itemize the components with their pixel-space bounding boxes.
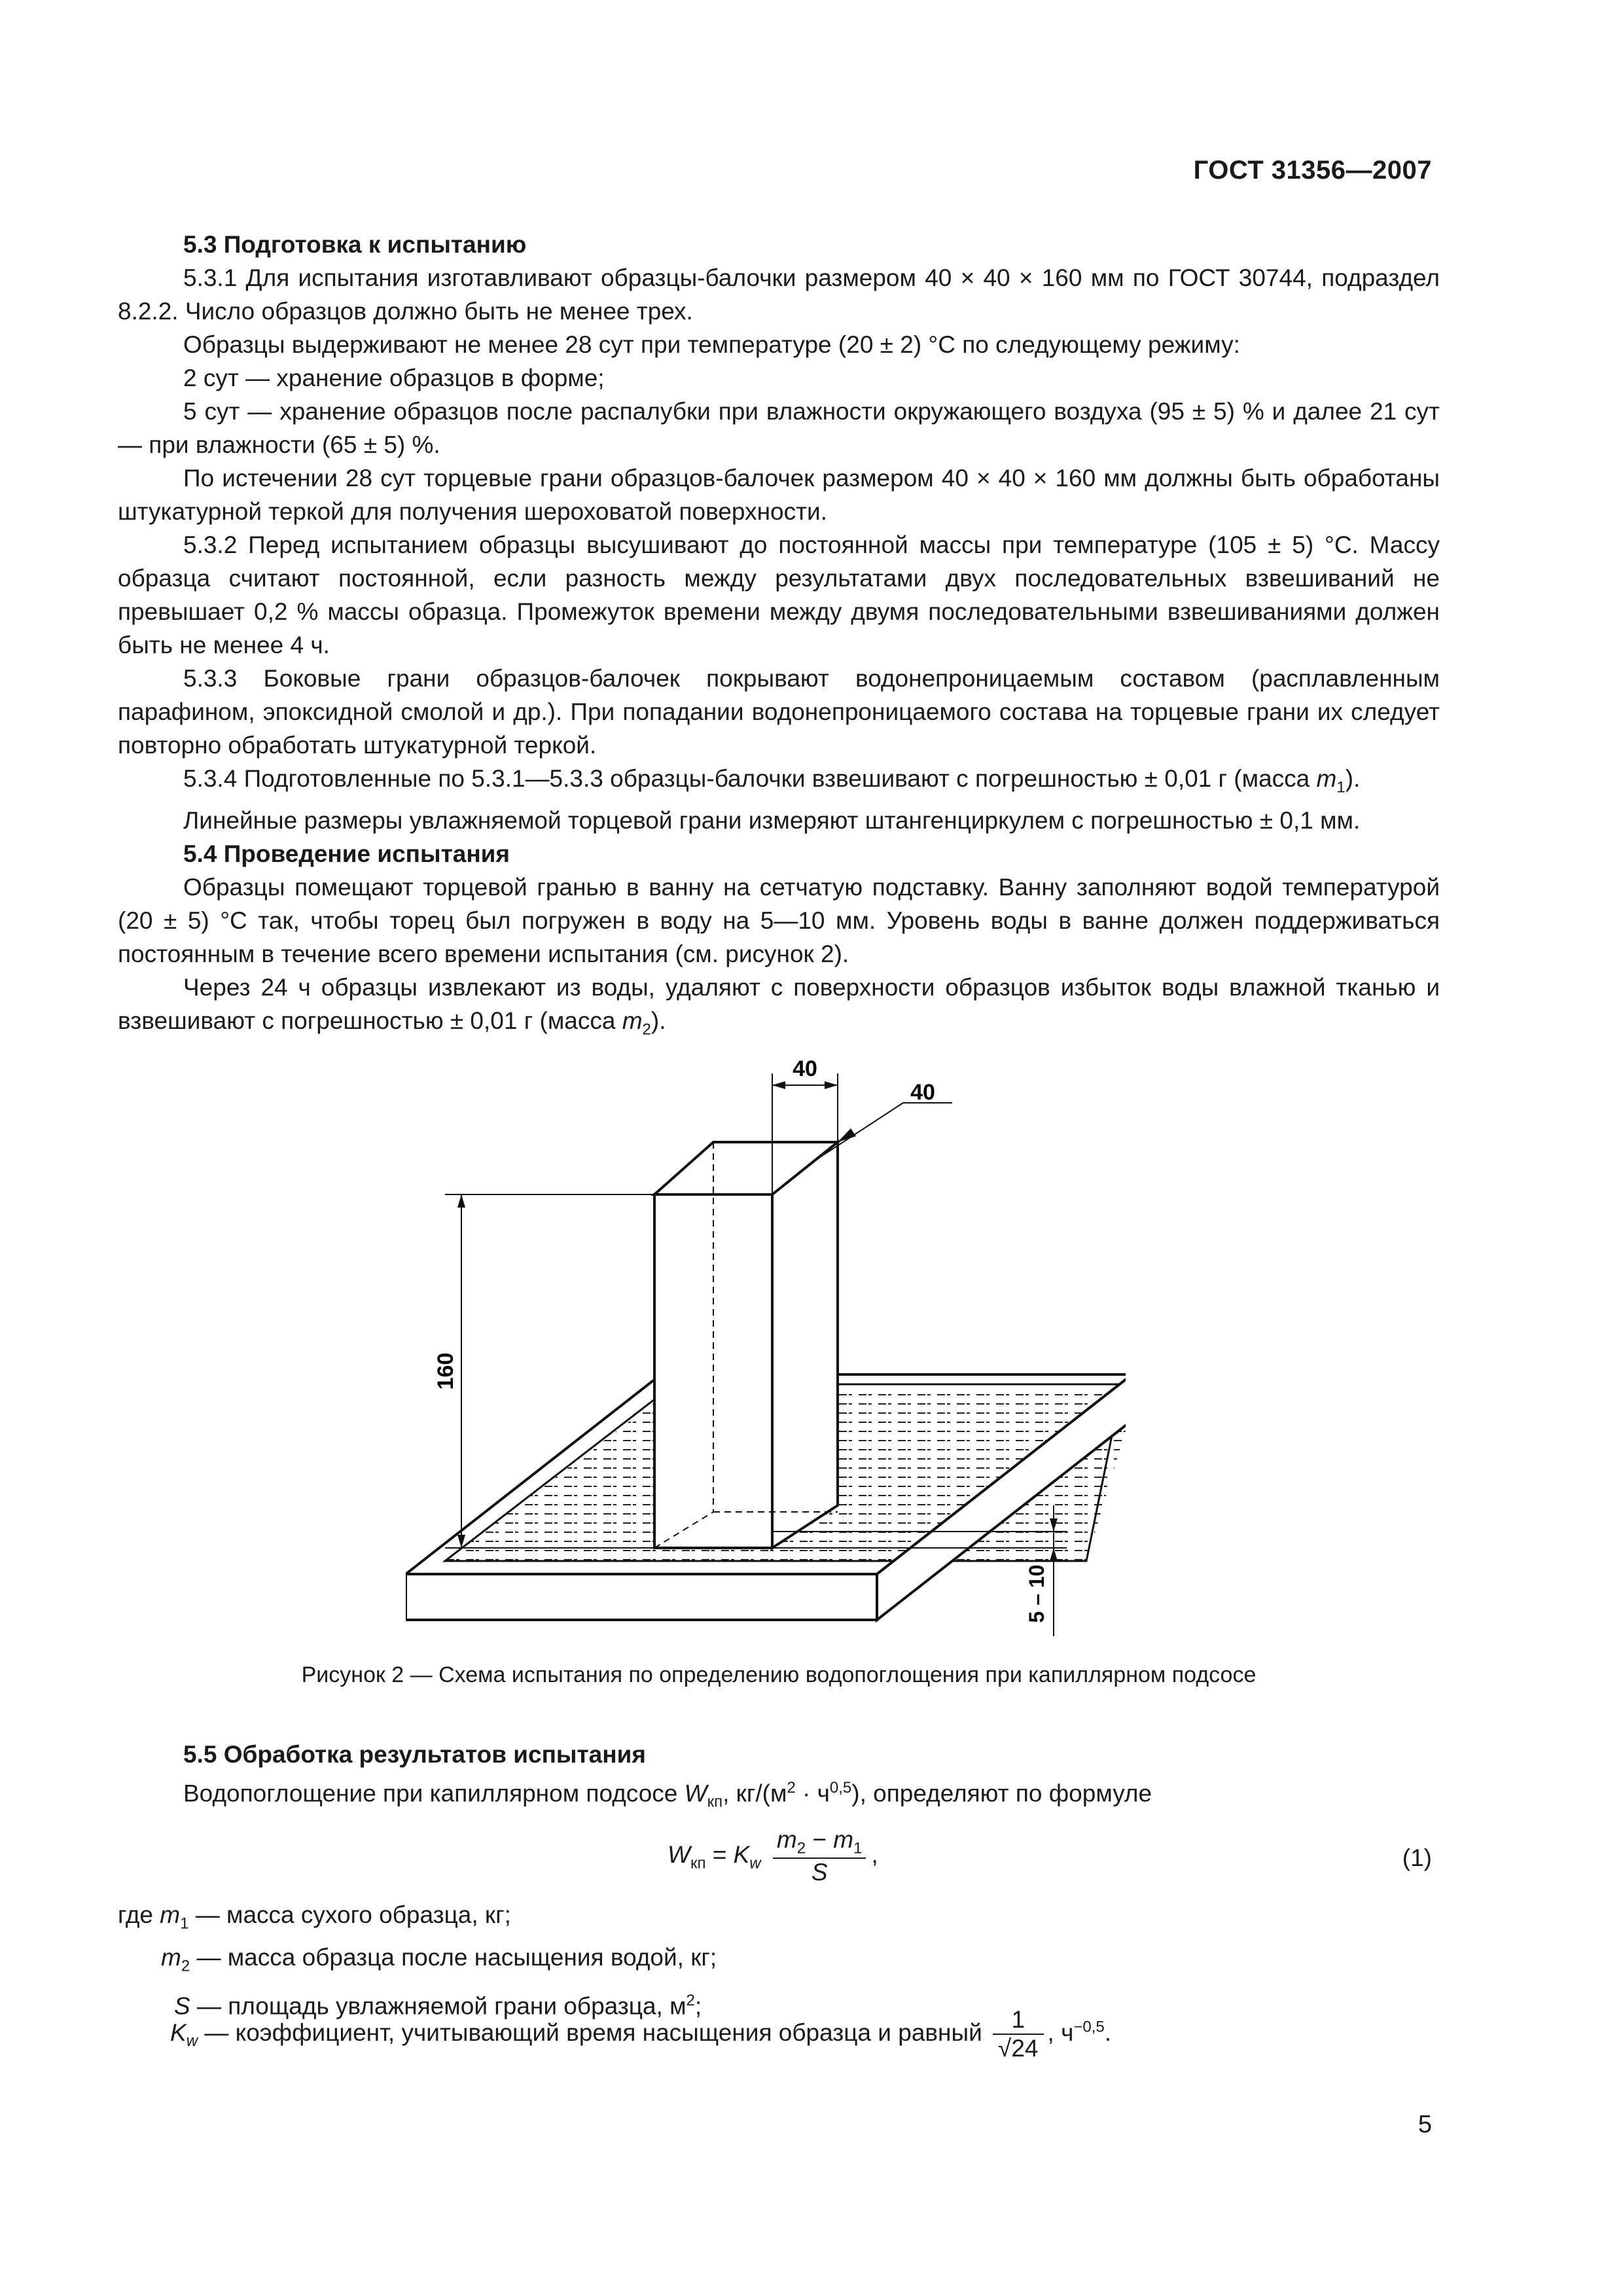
specimen-side-face bbox=[772, 1142, 838, 1548]
definition-m2: $m_2$ — масса образца после насыщения водой, кг; bbox=[161, 1944, 717, 1975]
depth-dimension-label: 40 bbox=[910, 1080, 935, 1105]
paragraph-5-4-placement: Образцы помещают торцевой гранью в ванну на сетчатую подставку. Ванну заполняют водой температурой (20 ± 5) °С так, чтобы торец был погружен в воду на 5—10 мм. Уровень воды в ванне должен поддерживаться постоянным в течение всего времени испытания (см. рисунок 2). bbox=[118, 874, 1440, 968]
paragraph-5-4-weighing: Через 24 ч образцы извлекают из воды, удаляют с поверхности образцов избыток воды влажной тканью и взвешивают с погрешностью ± 0,01 г (масса $m_2$). bbox=[118, 974, 1440, 1039]
paragraph-2-days: 2 сут — хранение образцов в форме; bbox=[183, 365, 605, 391]
paragraph-5-days: 5 сут — хранение образцов после распалубки при влажности окружающего воздуха (95 ± 5) % и далее 21 сут — при влажности (65 ± 5) %. bbox=[118, 398, 1440, 458]
formula-1: $W_{кп} = K_w$ $\frac{m_2 - m_1}{S}$ , bbox=[668, 1826, 878, 1886]
paragraph-linear-dimensions: Линейные размеры увлажняемой торцевой грани измеряют штангенциркулем с погрешностью ± 0,1 мм. bbox=[183, 807, 1361, 834]
paragraph-5-3-1: 5.3.1 Для испытания изготавливают образцы-балочки размером 40 × 40 × 160 мм по ГОСТ 30744, подраздел 8.2.2. Число образцов должно быть не менее трех. bbox=[118, 264, 1440, 325]
section-5-5-title: 5.5 Обработка результатов испытания bbox=[183, 1741, 646, 1768]
definition-m1: где $m_1$ — масса сухого образца, кг; bbox=[118, 1901, 511, 1933]
paragraph-5-3-2: 5.3.2 Перед испытанием образцы высушивают до постоянной массы при температуре (105 ± 5) °С. Массу образца считают постоянной, если разность между результатами двух последовательных взвешиваний не превышает 0,2 % массы образца. Промежуток времени между двумя последовательными взвешиваниями должен быть не менее 4 ч. bbox=[118, 531, 1440, 658]
tray-front-face bbox=[406, 1574, 877, 1620]
variable-definitions bbox=[118, 1898, 717, 2023]
immersion-dimension-label: 5 – 10 bbox=[1025, 1564, 1048, 1623]
figure-caption: Рисунок 2 — Схема испытания по определению водопоглощения при капиллярном подсосе bbox=[301, 1662, 1257, 1687]
figure-2-test-scheme bbox=[406, 1060, 1126, 1636]
paragraph-28-days: По истечении 28 сут торцевые грани образцов-балочек размером 40 × 40 × 160 мм должны быть обработаны штукатурной теркой для получения шероховатой поверхности. bbox=[118, 465, 1440, 525]
standard-number: ГОСТ 31356—2007 bbox=[1193, 156, 1432, 185]
main-text bbox=[118, 228, 1440, 1047]
page-number: 5 bbox=[1418, 2111, 1432, 2138]
width-arrow-right bbox=[825, 1081, 838, 1089]
definition-s: S — площадь увлажняемой грани образца, $м^2$; bbox=[174, 1991, 702, 2020]
test-scheme-drawing bbox=[406, 1060, 1126, 1636]
formula-fraction: $\frac{m_2 - m_1}{S}$ bbox=[773, 1826, 866, 1886]
section-5-5 bbox=[118, 1738, 1440, 1819]
height-dimension-label: 160 bbox=[433, 1352, 458, 1390]
paragraph-5-5-intro: Водопоглощение при капиллярном подсосе $W_{кп}$, $кг/(м^2 \cdot ч^{0,5})$, определяют по формуле bbox=[183, 1779, 1152, 1811]
definition-kw: $K_w$ — коэффициент, учитывающий время насыщения образца и равный $\frac{1}{√24}$ , $ч^{-0,5}$. bbox=[170, 2006, 1112, 2062]
paragraph-5-3-4: 5.3.4 Подготовленные по 5.3.1—5.3.3 образцы-балочки взвешивают с погрешностью ± 0,01 г (масса $m_1$). bbox=[183, 765, 1361, 797]
height-arrow-top bbox=[457, 1194, 465, 1208]
paragraph-5-3-3: 5.3.3 Боковые грани образцов-балочек покрывают водонепроницаемым составом (расплавленным парафином, эпоксидной смолой и др.). При попадании водонепроницаемого состава на торцевые грани их следует повторно обработать штукатурной теркой. bbox=[118, 665, 1440, 759]
width-arrow-left bbox=[772, 1081, 785, 1089]
section-5-3-title: 5.3 Подготовка к испытанию bbox=[183, 231, 527, 258]
width-dimension-label: 40 bbox=[793, 1060, 817, 1081]
paragraph-curing: Образцы выдерживают не менее 28 сут при температуре (20 ± 2) °С по следующему режиму: bbox=[183, 331, 1240, 358]
kw-fraction: $\frac{1}{√24}$ bbox=[993, 2006, 1043, 2062]
section-5-4-title: 5.4 Проведение испытания bbox=[183, 840, 510, 868]
equation-number: (1) bbox=[1402, 1844, 1432, 1871]
depth-dimension-line bbox=[818, 1103, 903, 1158]
